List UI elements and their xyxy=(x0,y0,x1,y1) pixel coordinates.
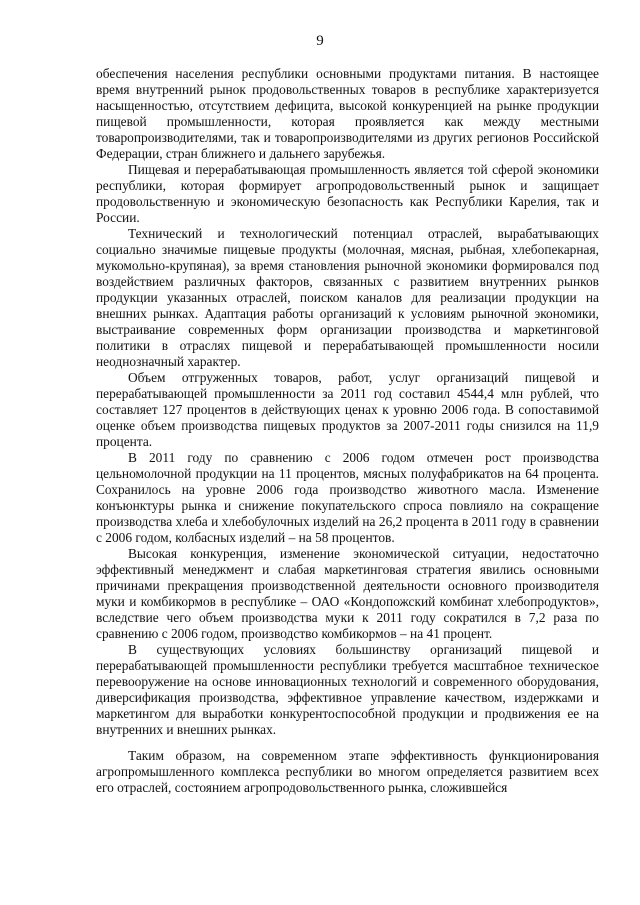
paragraph-1: обеспечения населения республики основными продуктами питания. В настоящее время внутренний рынок продовольственных товаров в республике характеризуется насыщенностью, отсутствием дефицита, высокой конкуренцией на рынке продукции пищевой промышленности, которая проявляется как между местными товаропроизводителями, так и товаропроизводителями из других регионов Российской Федерации, стран ближнего и дальнего зарубежья. xyxy=(96,66,599,161)
page-number: 9 xyxy=(316,33,324,49)
paragraph-2: Пищевая и перерабатывающая промышленность является той сферой экономики республики, которая формирует агропродовольственный рынок и защищает продовольственную и экономическую безопасность как Республики Карелия, так и России. xyxy=(96,162,599,225)
paragraph-7: В существующих условиях большинству организаций пищевой и перерабатывающей промышленности республики требуется масштабное техническое перевооружение на основе инновационных технологий и современного оборудования, диверсификация производства, эффективное управление качеством, издержками и маркетингом для выработки конкурентоспособной продукции и продвижения ее на внутренних и внешних рынках. xyxy=(96,642,599,737)
paragraph-3: Технический и технологический потенциал отраслей, вырабатывающих социально значимые пищевые продукты (молочная, мясная, рыбная, хлебопекарная, мукомольно-крупяная), за время становления рыночной экономики формировался под воздействием различных факторов, связанных с развитием внутренних рынков продукции указанных отраслей, поиском каналов для реализации продукции на внешних рынках. Адаптация работы организаций к условиям рыночной экономики, выстраивание современных форм организации производства и маркетинговой политики в отраслях пищевой и перерабатывающей промышленности носили неоднозначный характер. xyxy=(96,226,599,369)
paragraph-8: Таким образом, на современном этапе эффективность функционирования агропромышленного комплекса республики во многом определяется развитием всех его отраслей, состоянием агропродовольственного рынка, сложившейся xyxy=(96,748,599,795)
paragraph-4: Объем отгруженных товаров, работ, услуг организаций пищевой и перерабатывающей промышленности за 2011 год составил 4544,4 млн рублей, что составляет 127 процентов в действующих ценах к уровню 2006 года. В сопоставимой оценке объем производства пищевых продуктов за 2007-2011 годы снизился на 11,9 процента. xyxy=(96,370,599,449)
paragraph-5: В 2011 году по сравнению с 2006 годом отмечен рост производства цельномолочной продукции на 11 процентов, мясных полуфабрикатов на 64 процента. Сохранилось на уровне 2006 года производство животного масла. Изменение конъюнктуры рынка и снижение покупательского спроса повлияло на сокращение производства хлеба и хлебобулочных изделий на 26,2 процента в 2011 году в сравнении с 2006 годом, колбасных изделий – на 58 процентов. xyxy=(96,450,599,545)
paragraph-6: Высокая конкуренция, изменение экономической ситуации, недостаточно эффективный менеджмент и слабая маркетинговая стратегия явились основными причинами прекращения производственной деятельности основного производителя муки и комбикормов в республике – ОАО «Кондопожский комбинат хлебопродуктов», вследствие чего объем производства муки к 2011 году сократился в 7,2 раза по сравнению с 2006 годом, производство комбикормов – на 41 процент. xyxy=(96,546,599,641)
document-body xyxy=(96,66,599,796)
